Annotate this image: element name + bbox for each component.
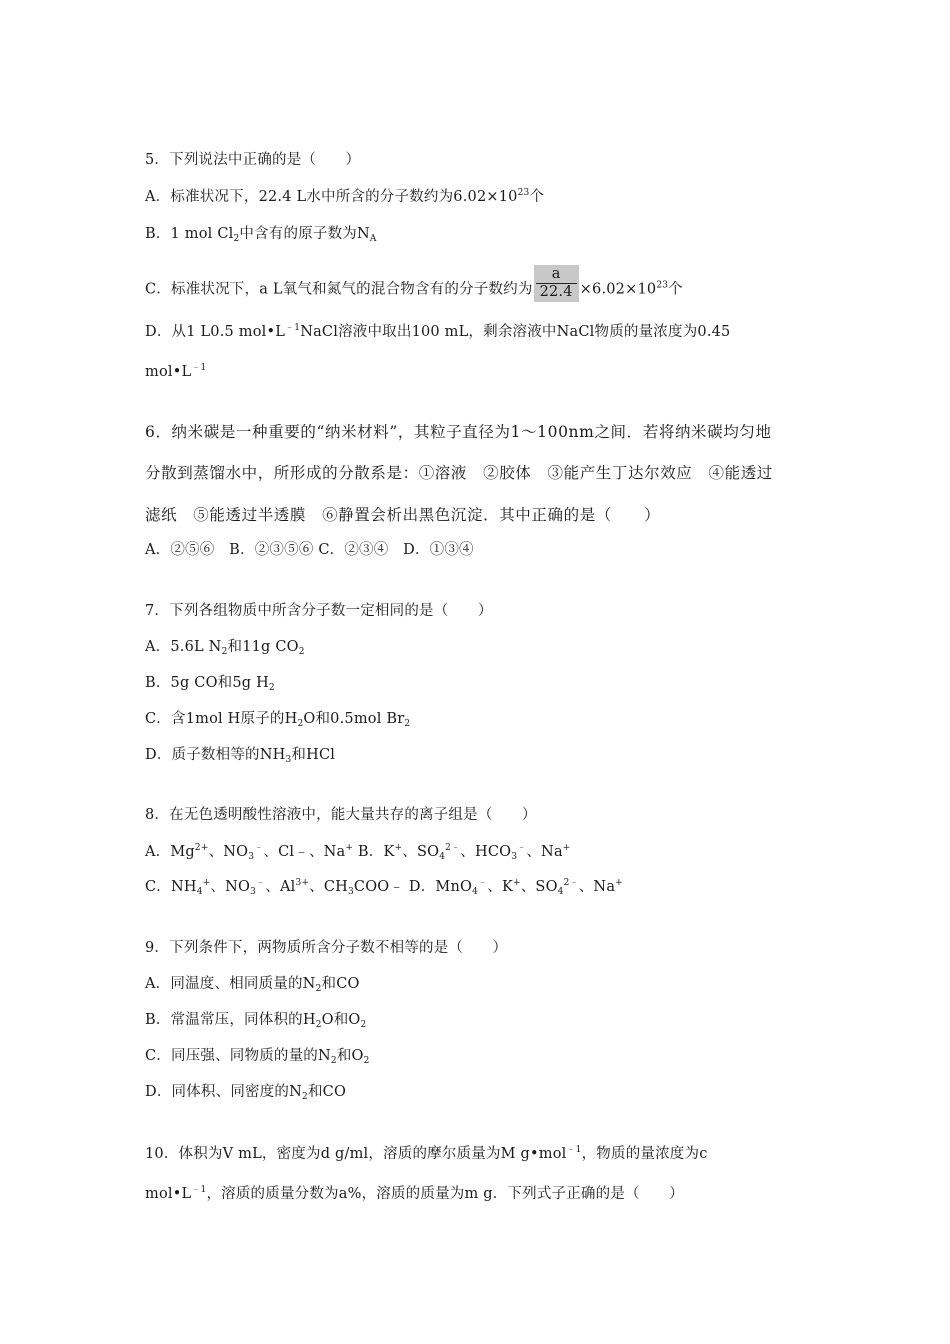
q8-options-cd: C．$NH_4^+$、$NO_3^﹣$、$Al^{3+}$、$CH_3COO﹣$ D．MnO$_4$﹣、K+、$SO_4^{2﹣}$、Na+: [145, 878, 623, 897]
q9-stem: 9．下列条件下，两物质所含分子数不相等的是（ ）: [145, 940, 508, 956]
q9-option-a: A．同温度、相同质量的$N_2$和CO: [145, 976, 360, 994]
q7-option-c: C．含1mol H原子的$H_2O$和0.5mol $Br_2$: [145, 711, 411, 729]
q7-option-d: D．质子数相等的$NH_3$和HCl: [145, 747, 336, 765]
q5-option-b: B．1 mol $Cl_2$中含有的原子数为$N_A$: [145, 226, 377, 244]
q7-option-b: B．5g CO和5g $H_2$: [145, 675, 275, 693]
q5-option-c: C．标准状况下，a L氧气和氮气的混合物含有的分子数约为 $\frac{a}{22.4}$ $\times 6.02\times 10^{23}$个: [145, 266, 683, 300]
q9-option-d: D．同体积、同密度的$N_2$和CO: [145, 1084, 347, 1102]
q5-stem: 5．下列说法中正确的是（ ）: [145, 152, 361, 168]
q10-line-1: 10．体积为V mL，密度为d g/ml，溶质的摩尔质量为M g•mol$^{﹣1}$，物质的量浓度为c: [145, 1145, 708, 1162]
q6-line-2: 分散到蒸馏水中，所形成的分散系是：①溶液 ②胶体 ③能产生丁达尔效应 ④能透过: [145, 464, 773, 482]
fraction-box: $\frac{a}{22.4}$: [534, 265, 579, 302]
q6-options: A．②⑤⑥ B．②③⑤⑥ C．②③④ D．①③④: [145, 542, 474, 558]
q9-option-b: B．常温常压，同体积的$H_2O$和$O_2$: [145, 1012, 367, 1030]
q7-stem: 7．下列各组物质中所含分子数一定相同的是（ ）: [145, 603, 493, 619]
q5-option-d: D．从1 L0.5 $mol•L^{﹣1}NaCl$溶液中取出100 mL，剩余溶液中NaCl物质的量浓度为0.45: [145, 323, 731, 340]
q5-option-a: A．标准状况下，22.4 L水中所含的分子数约为$6.02\times 10^{23}$个: [145, 188, 545, 205]
q6-line-1: 6．纳米碳是一种重要的“纳米材料”，其粒子直径为1～100nm之间．若将纳米碳均匀地: [145, 423, 772, 441]
q8-stem: 8．在无色透明酸性溶液中，能大量共存的离子组是（ ）: [145, 807, 537, 823]
q9-option-c: C．同压强、同物质的量的$N_2$和$O_2$: [145, 1048, 370, 1066]
q7-option-a: A．5.6L $N_2$和11g $CO_2$: [145, 639, 305, 657]
q5-option-d-cont: $mol•L^{﹣1}$: [145, 363, 207, 380]
q10-line-2: $mol•L^{﹣1}$，溶质的质量分数为a%，溶质的质量为m g．下列式子正确的是（ ）: [145, 1185, 684, 1202]
q6-line-3: 滤纸 ⑤能透过半透膜 ⑥静置会析出黑色沉淀．其中正确的是（ ）: [145, 506, 661, 524]
q8-options-ab: A．$Mg^{2+}$、$NO_3^﹣$、Cl﹣、Na+ B．K+、$SO_4^{2﹣}$、$HCO_3^﹣$、Na+: [145, 843, 571, 862]
